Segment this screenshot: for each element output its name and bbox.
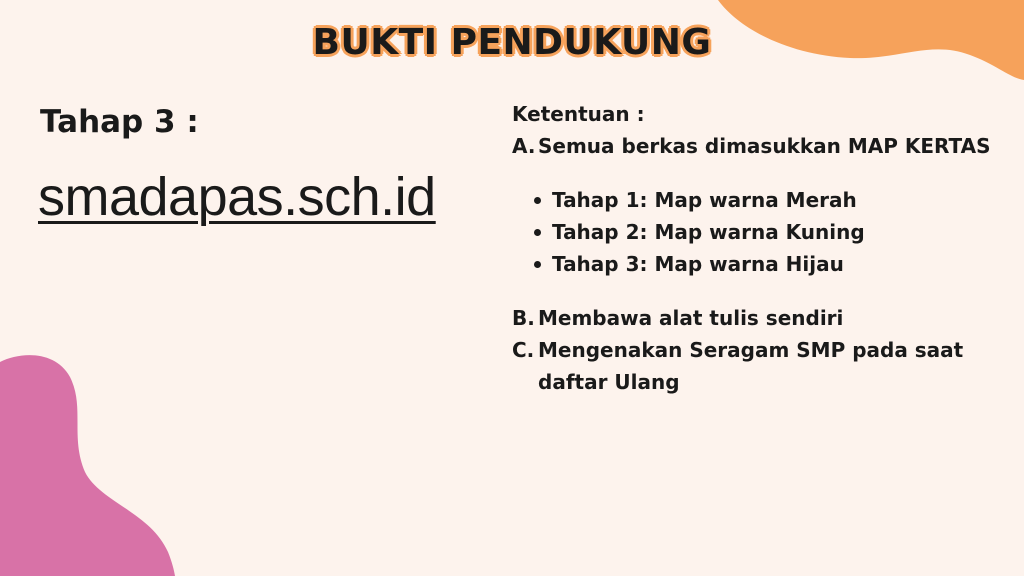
list-item: Tahap 1: Map warna Merah — [530, 184, 1012, 216]
rules-heading: Ketentuan : — [512, 102, 645, 126]
rules-panel — [512, 98, 1012, 398]
rule-letter: C. — [512, 338, 535, 362]
slide-title: BUKTI PENDUKUNG — [312, 22, 712, 63]
rule-item-a — [512, 130, 1012, 162]
rule-item-c — [512, 334, 972, 398]
rule-letter: A. — [512, 134, 536, 158]
rule-text: Semua berkas dimasukkan MAP KERTAS — [538, 134, 991, 158]
stage-label: Tahap 3 : — [40, 104, 199, 140]
rule-text: Membawa alat tulis sendiri — [538, 306, 844, 330]
list-item: Tahap 3: Map warna Hijau — [530, 248, 1012, 280]
rule-item-b — [512, 302, 1012, 334]
pink-blob-decoration — [0, 352, 180, 576]
rule-letter: B. — [512, 306, 535, 330]
rule-text: Mengenakan Seragam SMP pada saat daftar Ulang — [538, 338, 964, 394]
list-item: Tahap 2: Map warna Kuning — [530, 216, 1012, 248]
website-link[interactable]: smadapas.sch.id — [38, 167, 436, 227]
map-color-list — [512, 184, 1012, 280]
